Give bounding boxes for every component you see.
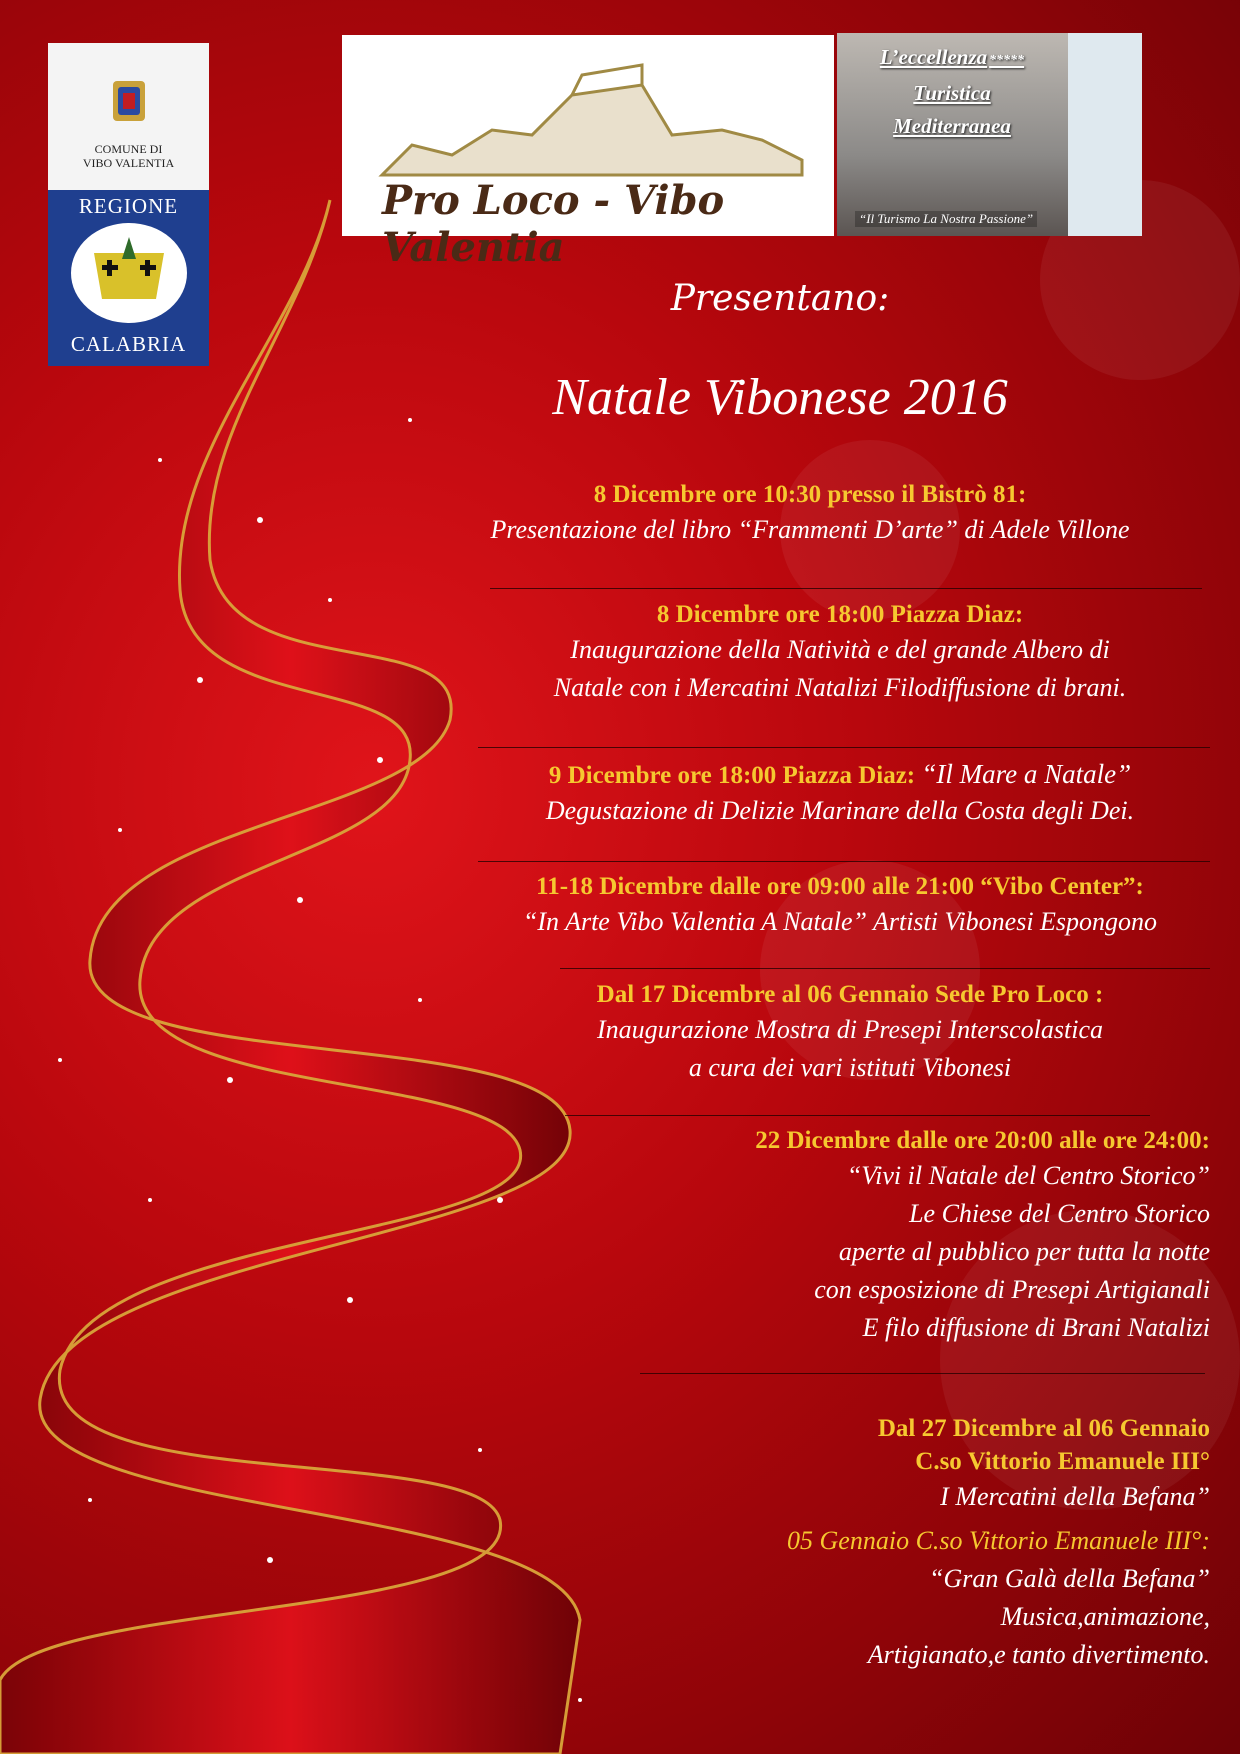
event-heading: 05 Gennaio C.so Vittorio Emanuele III°: xyxy=(787,1526,1210,1555)
regione-logo xyxy=(48,190,209,366)
event-heading: 8 Dicembre ore 10:30 presso il Bistrò 81: xyxy=(593,481,1027,508)
eccellenza-line3: Mediterranea xyxy=(893,114,1011,138)
crest-icon xyxy=(107,71,151,131)
event-heading-text: 9 Dicembre ore 18:00 Piazza Diaz: xyxy=(548,762,916,789)
event-heading xyxy=(460,758,1220,792)
event-3 xyxy=(460,758,1220,830)
event-line: Artigianato,e tanto divertimento. xyxy=(867,1640,1210,1669)
presentano-heading: Presentano: xyxy=(670,278,890,319)
event-7 xyxy=(600,1412,1210,1516)
event-6 xyxy=(560,1124,1210,1347)
event-line: Inaugurazione Mostra di Presepi Interscolastica xyxy=(597,1015,1103,1044)
event-line: Musica,animazione, xyxy=(1000,1602,1210,1631)
event-line: Degustazione di Delizie Marinare della Costa degli Dei. xyxy=(545,796,1135,825)
event-heading-extra: “Il Mare a Natale” xyxy=(921,759,1132,789)
proloco-logo xyxy=(342,35,834,271)
eccellenza-line2: Turistica xyxy=(913,81,991,105)
divider xyxy=(478,747,1210,748)
divider xyxy=(565,1115,1150,1116)
event-line: I Mercatini della Befana” xyxy=(940,1482,1210,1511)
divider xyxy=(560,968,1210,969)
event-5 xyxy=(540,978,1160,1087)
event-line: aperte al pubblico per tutta la notte xyxy=(838,1237,1210,1266)
event-line: Presentazione del libro “Frammenti D’arte” di Adele Villone xyxy=(490,515,1130,544)
event-heading: 8 Dicembre ore 18:00 Piazza Diaz: xyxy=(656,601,1024,628)
event-line: a cura dei vari istituti Vibonesi xyxy=(688,1053,1012,1082)
event-line: “In Arte Vibo Valentia A Natale” Artisti Vibonesi Espongono xyxy=(522,907,1158,936)
proloco-text: Pro Loco - Vibo Valentia xyxy=(382,177,725,271)
event-heading-2: C.so Vittorio Emanuele III° xyxy=(915,1448,1210,1475)
event-4 xyxy=(460,870,1220,941)
divider xyxy=(490,588,1202,589)
eccellenza-motto: “Il Turismo La Nostra Passione” xyxy=(855,211,1037,227)
hotel-stars-badge xyxy=(1068,33,1142,236)
event-1 xyxy=(400,478,1220,549)
page-title: Natale Vibonese 2016 xyxy=(552,369,1008,426)
regione-bottom: CALABRIA xyxy=(70,332,187,356)
regione-top: REGIONE xyxy=(78,194,179,218)
eccellenza-stars: ***** xyxy=(989,53,1025,68)
event-heading: Dal 17 Dicembre al 06 Gennaio Sede Pro Loco : xyxy=(596,981,1104,1008)
event-heading: Dal 27 Dicembre al 06 Gennaio xyxy=(877,1415,1210,1442)
regione-emblem-icon xyxy=(64,219,194,327)
comune-logo xyxy=(48,43,209,190)
event-heading: 11-18 Dicembre dalle ore 09:00 alle 21:00 “Vibo Center”: xyxy=(536,873,1144,900)
eccellenza-line1: L’eccellenza xyxy=(879,45,988,69)
event-line: Natale con i Mercatini Natalizi Filodiffusione di brani. xyxy=(553,673,1127,702)
event-8 xyxy=(560,1522,1210,1674)
event-heading: 22 Dicembre dalle ore 20:00 alle ore 24:00: xyxy=(755,1127,1210,1154)
comune-line2: VIBO VALENTIA xyxy=(82,156,175,170)
eccellenza-logo xyxy=(837,33,1142,236)
event-line: con esposizione di Presepi Artigianali xyxy=(814,1275,1210,1304)
eccellenza-lines xyxy=(847,41,1057,143)
event-2 xyxy=(460,598,1220,707)
comune-line1: COMUNE DI xyxy=(94,142,163,156)
event-line: Inaugurazione della Natività e del grande Albero di xyxy=(570,635,1110,664)
event-line: Le Chiese del Centro Storico xyxy=(909,1199,1210,1228)
divider xyxy=(478,861,1210,862)
event-line: “Gran Galà della Befana” xyxy=(929,1564,1210,1593)
divider xyxy=(640,1373,1205,1374)
event-line: “Vivi il Natale del Centro Storico” xyxy=(846,1161,1210,1190)
event-line: E filo diffusione di Brani Natalizi xyxy=(862,1313,1210,1342)
